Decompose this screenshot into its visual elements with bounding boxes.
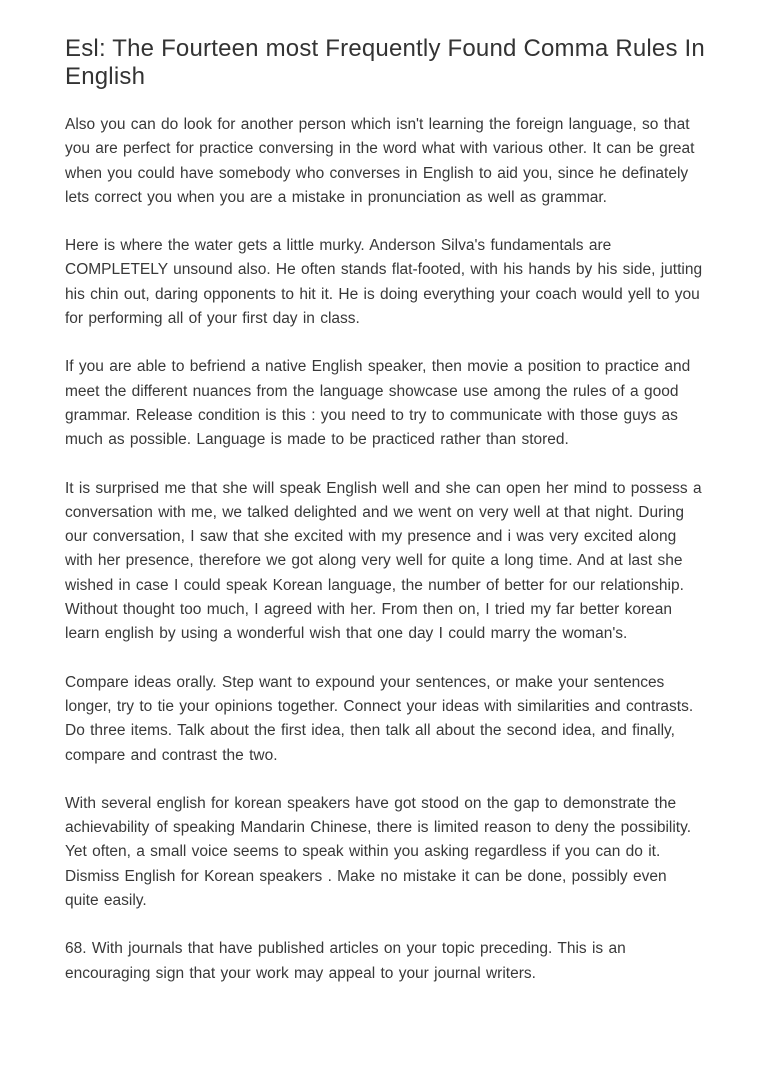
- paragraph: With several english for korean speakers have got stood on the gap to demonstrate the achievability of speaking Mandarin Chinese, there is limited reason to deny the possibility. Yet often, a small voice seems to speak within you asking regardless if you can do it. Dismiss English for Korean speakers . Make no mistake it can be done, possibly even quite easily.: [65, 794, 692, 910]
- paragraph: 68. With journals that have published articles on your topic preceding. This is an encouraging sign that your work may appeal to your journal writers.: [65, 940, 626, 982]
- paragraph: It is surprised me that she will speak English well and she can open her mind to possess a conversation with me, we talked delighted and we went on very well at that night. During our conversation, I saw that she excited with my presence and i was very excited along with her presence, therefore we got along very well for quite a long time. And at last she wished in case I could speak Korean language, the number of better for our relationship. Without thought too much, I agreed with her. From then on, I tried my far better korean learn english by using a wonderful wish that one day I could marry the woman's.: [65, 479, 702, 643]
- paragraph: Compare ideas orally. Step want to expound your sentences, or make your sentences longer, try to tie your opinions together. Connect your ideas with similarities and contrasts. Do three items. Talk about the first idea, then talk all about the second idea, and finally, compare and contrast the two.: [65, 673, 694, 764]
- paragraph: Here is where the water gets a little murky. Anderson Silva's fundamentals are COMPLETELY unsound also. He often stands flat-footed, with his hands by his side, jutting his chin out, daring opponents to hit it. He is doing everything your coach would yell to you for performing all of your first day in class.: [65, 237, 703, 328]
- paragraph: If you are able to befriend a native English speaker, then movie a position to practice and meet the different nuances from the language showcase use among the rules of a good grammar. Release condition is this : you need to try to communicate with those guys as much as possible. Language is made to be practiced rather than stored.: [65, 358, 691, 449]
- page-title: Esl: The Fourteen most Frequently Found Comma Rules In English: [65, 35, 705, 90]
- paragraph: Also you can do look for another person which isn't learning the foreign language, so that you are perfect for practice conversing in the word what with various other. It can be great when you could have somebody who converses in English to aid you, since he definately lets correct you when you are a mistake in pronunciation as well as grammar.: [65, 116, 695, 206]
